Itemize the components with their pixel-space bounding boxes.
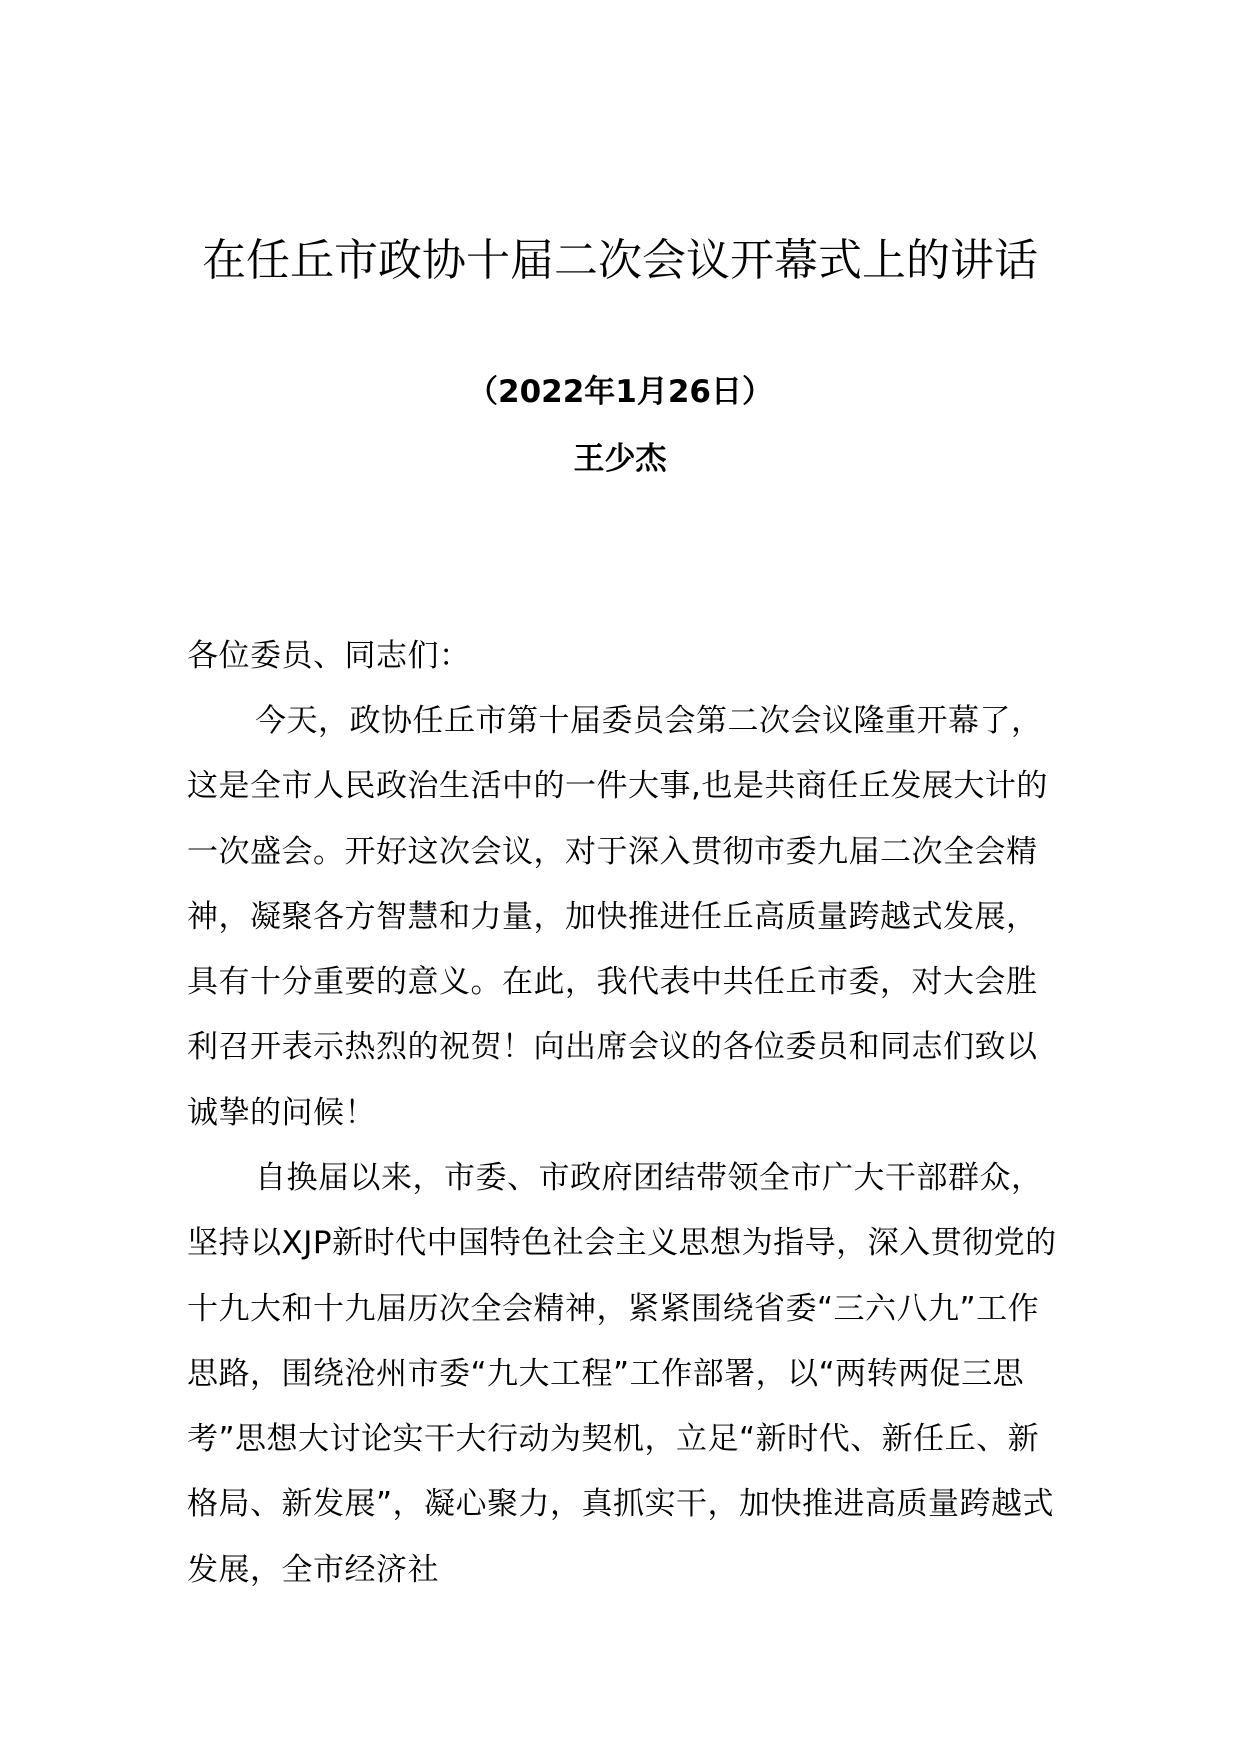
paragraph-opening: 今天，政协任丘市第十届委员会第二次会议隆重开幕了，这是全市人民政治生活中的一件大事,也是共商任丘发展大计的一次盛会。开好这次会议，对于深入贯彻市委九届二次全会精神，凝聚各方智慧和力量，加快推进任丘高质量跨越式发展，具有十分重要的意义。在此，我代表中共任丘市委，对大会胜利召开表示热烈的祝贺！向出席会议的各位委员和同志们致以诚挚的问候！ xyxy=(187,703,1048,1131)
paragraph-review: 自换届以来，市委、市政府团结带领全市广大干部群众，坚持以XJP新时代中国特色社会主义思想为指导，深入贯彻党的十九大和十九届历次全会精神，紧紧围绕省委“三六八九”工作思路，围绕沧州市委“九大工程”工作部署，以“两转两促三思考”思想大讨论实干大行动为契机，立足“新时代、新任丘、新格局、新发展”，凝心聚力，真抓实干，加快推进高质量跨越式发展，全市经济社 xyxy=(187,1160,1057,1588)
speech-date: （2022年1月26日） xyxy=(467,374,773,410)
salutation: 各位委员、同志们： xyxy=(187,638,471,674)
document-title: 在任丘市政协十届二次会议开幕式上的讲话 xyxy=(202,235,1038,286)
speaker-name: 王少杰 xyxy=(573,441,667,477)
